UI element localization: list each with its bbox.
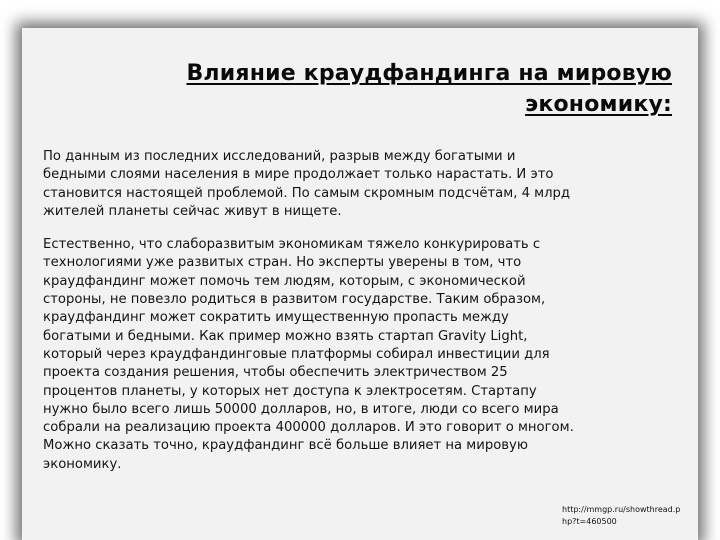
paragraph-1: По данным из последних исследований, разрыв между богатыми и бедными слоями населения в мире продолжает только нарастать. И это становится настоящей проблемой. По самым скромным подсчётам, 4 млрд жителей планеты сейчас живут в нищете. [43, 149, 571, 219]
source-link[interactable]: http://mmgp.ru/showthread.php?t=460500 [562, 505, 681, 526]
body-text [43, 148, 578, 489]
slide-title: Влияние краудфандинга на мировую экономику: [186, 61, 672, 117]
paragraph-2: Естественно, что слаборазвитым экономикам тяжело конкурировать с технологиями уже развитых стран. Но эксперты уверены в том, что краудфандинг может помочь тем людям, которым, с экономической стороны, не повезло родиться в развитом государстве. Таким образом, краудфандинг может сократить имущественную пропасть между богатыми и бедными. Как пример можно взять стартап Gravity Light, который через краудфандинговые платформы собирал инвестиции для проекта создания решения, чтобы обеспечить электричеством 25 процентов планеты, у которых нет доступа к электросетям. Стартапу нужно было всего лишь 50000 долларов, но, в итоге, люди со всего мира собрали на реализацию проекта 400000 долларов. И это говорит о многом. Можно сказать точно, краудфандинг всё больше влияет на мировую экономику. [43, 237, 574, 472]
